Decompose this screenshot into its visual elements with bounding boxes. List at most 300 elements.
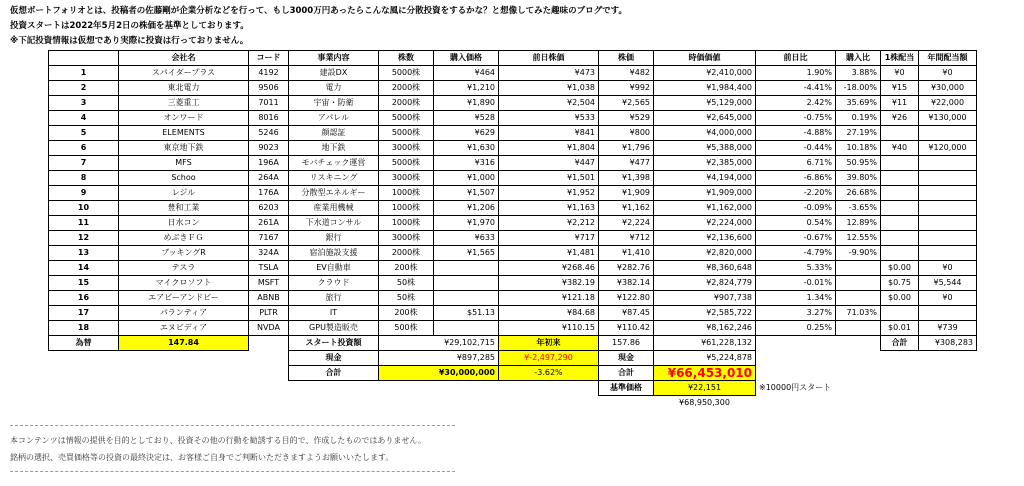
table-cell: 電力 (289, 81, 379, 96)
table-cell: エアビーアンドビー (119, 291, 249, 306)
table-cell: 日水コン (119, 216, 249, 231)
table-cell: 12 (49, 231, 119, 246)
table-cell: ¥533 (499, 111, 599, 126)
table-cell: 0.19% (836, 111, 881, 126)
table-cell: 17 (49, 306, 119, 321)
table-cell: 3.27% (756, 306, 836, 321)
table-cell: 顔認証 (289, 126, 379, 141)
table-cell: 1 (49, 66, 119, 81)
table-cell: ¥1,398 (599, 171, 654, 186)
table-cell: ¥2,410,000 (654, 66, 756, 81)
table-cell: 26.68% (836, 186, 881, 201)
market-total: ¥61,228,132 (654, 336, 756, 351)
table-cell: ¥473 (499, 66, 599, 81)
table-cell: -4.88% (756, 126, 836, 141)
table-cell: 銀行 (289, 231, 379, 246)
table-cell: -0.67% (756, 231, 836, 246)
table-cell: -2.20% (756, 186, 836, 201)
table-cell (919, 306, 977, 321)
cash2-value: ¥5,224,878 (654, 351, 756, 366)
table-cell: ¥739 (919, 321, 977, 336)
table-row (49, 261, 977, 276)
table-cell: ¥0 (919, 66, 977, 81)
table-cell: -6.86% (756, 171, 836, 186)
table-cell: ¥528 (434, 111, 499, 126)
table-cell (836, 276, 881, 291)
table-cell (881, 231, 919, 246)
table-cell: 下水道コンサル (289, 216, 379, 231)
table-cell: エヌビディア (119, 321, 249, 336)
table-cell: $51.13 (434, 306, 499, 321)
table-cell: -4.79% (756, 246, 836, 261)
table-cell: レジル (119, 186, 249, 201)
table-cell (919, 171, 977, 186)
table-cell: $0.75 (881, 276, 919, 291)
table-cell: 7011 (249, 96, 289, 111)
table-cell: ¥1,952 (499, 186, 599, 201)
table-cell: Schoo (119, 171, 249, 186)
table-cell: ¥4,000,000 (654, 126, 756, 141)
table-cell: 旅行 (289, 291, 379, 306)
table-cell: 10.18% (836, 141, 881, 156)
table-cell: 2000株 (379, 246, 434, 261)
table-cell: 196A (249, 156, 289, 171)
portfolio-table (48, 50, 977, 410)
table-cell: ¥1,162 (599, 201, 654, 216)
table-cell: 8016 (249, 111, 289, 126)
table-cell: EV自動車 (289, 261, 379, 276)
table-cell: ¥2,585,722 (654, 306, 756, 321)
table-cell: ¥2,820,000 (654, 246, 756, 261)
table-row (49, 291, 977, 306)
table-cell: ¥1,507 (434, 186, 499, 201)
table-cell: ¥447 (499, 156, 599, 171)
dividend-total-label: 合計 (881, 336, 919, 351)
table-cell: ¥22,000 (919, 96, 977, 111)
table-cell: ブッキングR (119, 246, 249, 261)
table-cell (919, 156, 977, 171)
table-cell: ¥1,481 (499, 246, 599, 261)
table-cell: ¥907,738 (654, 291, 756, 306)
table-cell: 3 (49, 96, 119, 111)
table-row (49, 96, 977, 111)
table-cell: ¥2,504 (499, 96, 599, 111)
table-cell: 9023 (249, 141, 289, 156)
table-cell: ¥529 (599, 111, 654, 126)
table-row (49, 216, 977, 231)
table-cell: 2.42% (756, 96, 836, 111)
base-value: ¥22,151 (654, 381, 756, 396)
table-cell (881, 246, 919, 261)
summary-section (49, 336, 977, 411)
table-cell: ¥5,388,000 (654, 141, 756, 156)
table-cell: ¥4,194,000 (654, 171, 756, 186)
table-cell (836, 321, 881, 336)
table-cell: ¥1,970 (434, 216, 499, 231)
table-cell: 18 (49, 321, 119, 336)
table-cell: 15 (49, 276, 119, 291)
table-cell (881, 186, 919, 201)
table-cell: マイクロソフト (119, 276, 249, 291)
column-header: 時価価値 (654, 51, 756, 66)
base-note: ※10000円スタート (759, 383, 832, 392)
table-cell: ¥121.18 (499, 291, 599, 306)
cash2-label: 現金 (599, 351, 654, 366)
table-cell: 8 (49, 171, 119, 186)
cash-label: 現金 (289, 351, 379, 366)
table-cell: ¥110.15 (499, 321, 599, 336)
table-cell: ¥2,136,600 (654, 231, 756, 246)
table-cell: 324A (249, 246, 289, 261)
table-cell: ¥477 (599, 156, 654, 171)
table-cell: 71.03% (836, 306, 881, 321)
table-cell (919, 201, 977, 216)
table-cell: ¥8,162,246 (654, 321, 756, 336)
table-cell: 5000株 (379, 126, 434, 141)
table-cell: オンワード (119, 111, 249, 126)
table-cell: ¥382.14 (599, 276, 654, 291)
table-cell: ¥0 (919, 261, 977, 276)
start-label: スタート投資額 (289, 336, 379, 351)
table-cell: ¥2,645,000 (654, 111, 756, 126)
table-cell: 39.80% (836, 171, 881, 186)
table-cell: -9.90% (836, 246, 881, 261)
summary-row-3 (49, 366, 977, 381)
table-cell: 27.19% (836, 126, 881, 141)
column-header: 株数 (379, 51, 434, 66)
table-cell: 宇宙・防衛 (289, 96, 379, 111)
table-cell: 50株 (379, 276, 434, 291)
table-row (49, 186, 977, 201)
table-cell: 35.69% (836, 96, 881, 111)
table-cell: $0.00 (881, 261, 919, 276)
table-cell: ELEMENTS (119, 126, 249, 141)
table-cell: 50.95% (836, 156, 881, 171)
table-cell: 宿泊施設支援 (289, 246, 379, 261)
table-cell: ¥1,909 (599, 186, 654, 201)
table-cell: ¥5,129,000 (654, 96, 756, 111)
table-cell: ¥800 (599, 126, 654, 141)
table-cell: ¥120,000 (919, 141, 977, 156)
table-cell: ¥122.80 (599, 291, 654, 306)
total2-value: ¥66,453,010 (654, 366, 756, 381)
table-cell: 1.90% (756, 66, 836, 81)
intro-line-1: 仮想ポートフォリオとは、投稿者の佐藤剛が企業分析などを行って、もし3000万円あったらこんな風に分散投資をするかな？と想像してみた趣味のブログです。 (10, 6, 627, 16)
table-cell: ¥1,630 (434, 141, 499, 156)
divider-top (10, 425, 455, 426)
table-cell: 9506 (249, 81, 289, 96)
table-cell: -0.75% (756, 111, 836, 126)
table-cell: ¥5,544 (919, 276, 977, 291)
ytd-percent: -3.62% (499, 366, 599, 381)
table-cell: ¥15 (881, 81, 919, 96)
table-cell (881, 126, 919, 141)
table-cell: 1000株 (379, 201, 434, 216)
table-cell: $0.00 (881, 291, 919, 306)
table-body (49, 66, 977, 336)
table-cell: ¥110.42 (599, 321, 654, 336)
divider-bottom (10, 471, 455, 472)
table-cell: ¥1,890 (434, 96, 499, 111)
table-cell: -0.01% (756, 276, 836, 291)
table-cell: 7167 (249, 231, 289, 246)
table-cell (836, 261, 881, 276)
table-cell: ¥717 (499, 231, 599, 246)
table-cell: ¥464 (434, 66, 499, 81)
table-row (49, 81, 977, 96)
table-cell (919, 231, 977, 246)
table-cell: 3.88% (836, 66, 881, 81)
table-cell: ¥1,501 (499, 171, 599, 186)
base-label: 基準価格 (599, 381, 654, 396)
table-cell: 5246 (249, 126, 289, 141)
table-cell: MFS (119, 156, 249, 171)
table-row (49, 171, 977, 186)
table-cell: 261A (249, 216, 289, 231)
table-cell: ¥633 (434, 231, 499, 246)
table-cell: ¥11 (881, 96, 919, 111)
summary-row-4 (49, 381, 977, 396)
ytd-value: ¥-2,497,290 (499, 351, 599, 366)
table-cell: ¥30,000 (919, 81, 977, 96)
table-row (49, 156, 977, 171)
table-cell: モバチェック運営 (289, 156, 379, 171)
table-cell: 5000株 (379, 66, 434, 81)
table-cell: GPU製造販売 (289, 321, 379, 336)
dividend-total-value: ¥308,283 (919, 336, 977, 351)
table-cell: 9 (49, 186, 119, 201)
table-cell: 三菱重工 (119, 96, 249, 111)
table-cell: ¥2,565 (599, 96, 654, 111)
table-cell: 東北電力 (119, 81, 249, 96)
table-cell: 6 (49, 141, 119, 156)
intro-line-2: 投資スタートは2022年5月2日の株価を基準としております。 (10, 21, 249, 31)
table-cell: 1.34% (756, 291, 836, 306)
disclaimer-line-2: 銘柄の選択、売買価格等の投資の最終決定は、お客様ご自身でご判断いただきますようお願いいたします。 (10, 453, 394, 462)
table-cell: 5.33% (756, 261, 836, 276)
column-header: 1株配当 (881, 51, 919, 66)
table-row (49, 111, 977, 126)
table-cell: ¥84.68 (499, 306, 599, 321)
table-cell: ¥2,224,000 (654, 216, 756, 231)
table-cell: ¥2,224 (599, 216, 654, 231)
table-cell: 5000株 (379, 111, 434, 126)
table-cell: ¥2,385,000 (654, 156, 756, 171)
table-cell: ¥1,984,400 (654, 81, 756, 96)
table-cell: MSFT (249, 276, 289, 291)
table-cell: 3000株 (379, 231, 434, 246)
table-cell: ¥1,796 (599, 141, 654, 156)
table-cell: ¥2,824,779 (654, 276, 756, 291)
table-cell (836, 291, 881, 306)
table-cell: めぶきＦＧ (119, 231, 249, 246)
table-cell: 12.55% (836, 231, 881, 246)
table-cell (919, 126, 977, 141)
table-cell: 500株 (379, 321, 434, 336)
table-row (49, 231, 977, 246)
table-row (49, 126, 977, 141)
table-cell: -18.00% (836, 81, 881, 96)
table-cell: 2000株 (379, 81, 434, 96)
table-cell: ¥712 (599, 231, 654, 246)
fx-value: 147.84 (119, 336, 249, 351)
table-cell: $0.01 (881, 321, 919, 336)
table-cell: ¥1,210 (434, 81, 499, 96)
table-cell: ¥1,162,000 (654, 201, 756, 216)
table-row (49, 246, 977, 261)
table-row (49, 201, 977, 216)
column-header: コード (249, 51, 289, 66)
table-cell: ABNB (249, 291, 289, 306)
table-cell: 3000株 (379, 141, 434, 156)
table-cell: PLTR (249, 306, 289, 321)
table-cell: ¥1,909,000 (654, 186, 756, 201)
table-cell: ¥992 (599, 81, 654, 96)
table-cell: 7 (49, 156, 119, 171)
table-cell: ¥1,565 (434, 246, 499, 261)
intro-line-3: ※下記投資情報は仮想であり実際に投資は行っておりません。 (10, 36, 249, 46)
rate-2: 157.86 (599, 336, 654, 351)
table-cell: 16 (49, 291, 119, 306)
table-cell (881, 306, 919, 321)
table-cell: 200株 (379, 306, 434, 321)
table-cell: ¥282.76 (599, 261, 654, 276)
table-cell (434, 261, 499, 276)
table-cell: 6203 (249, 201, 289, 216)
table-cell (434, 276, 499, 291)
fx-label: 為替 (49, 336, 119, 351)
column-header: 年間配当額 (919, 51, 977, 66)
summary-row-2 (49, 351, 977, 366)
table-cell: 200株 (379, 261, 434, 276)
table-cell: 0.25% (756, 321, 836, 336)
column-header: 会社名 (119, 51, 249, 66)
cash-value: ¥897,285 (379, 351, 499, 366)
column-header: 株価 (599, 51, 654, 66)
column-header: 事業内容 (289, 51, 379, 66)
table-cell: ¥40 (881, 141, 919, 156)
table-cell: 5000株 (379, 156, 434, 171)
table-cell: スパイダープラス (119, 66, 249, 81)
table-cell: 1000株 (379, 216, 434, 231)
table-cell: パランティア (119, 306, 249, 321)
table-cell: 分散型エネルギー (289, 186, 379, 201)
table-cell: 4192 (249, 66, 289, 81)
table-cell: アパレル (289, 111, 379, 126)
table-cell: ¥0 (919, 291, 977, 306)
table-cell: ¥1,206 (434, 201, 499, 216)
table-cell: 4 (49, 111, 119, 126)
table-cell: 豊和工業 (119, 201, 249, 216)
table-cell: ¥1,038 (499, 81, 599, 96)
table-row (49, 306, 977, 321)
table-cell: -4.41% (756, 81, 836, 96)
table-cell: -0.09% (756, 201, 836, 216)
table-cell: 3000株 (379, 171, 434, 186)
table-row (49, 321, 977, 336)
table-cell: ¥1,163 (499, 201, 599, 216)
table-cell: IT (289, 306, 379, 321)
table-cell: ¥2,212 (499, 216, 599, 231)
table-cell: 5 (49, 126, 119, 141)
table-cell: ¥87.45 (599, 306, 654, 321)
table-cell: 12.89% (836, 216, 881, 231)
intro-text (10, 4, 627, 49)
table-cell: ¥482 (599, 66, 654, 81)
column-header: 前日比 (756, 51, 836, 66)
table-cell: 2000株 (379, 96, 434, 111)
table-cell: ¥0 (881, 66, 919, 81)
table-cell: ¥1,410 (599, 246, 654, 261)
table-cell: ¥1,804 (499, 141, 599, 156)
table-cell: ¥130,000 (919, 111, 977, 126)
start-value: ¥29,102,715 (379, 336, 499, 351)
table-cell: ¥316 (434, 156, 499, 171)
table-cell: -3.65% (836, 201, 881, 216)
summary-row-5 (49, 396, 977, 411)
table-cell: 産業用機械 (289, 201, 379, 216)
column-header: 購入比 (836, 51, 881, 66)
table-cell: 176A (249, 186, 289, 201)
table-cell: クラウド (289, 276, 379, 291)
table-cell (434, 291, 499, 306)
table-cell: 50株 (379, 291, 434, 306)
table-cell (919, 246, 977, 261)
table-cell: 0.54% (756, 216, 836, 231)
table-cell: 地下鉄 (289, 141, 379, 156)
table-row (49, 141, 977, 156)
table-cell (919, 216, 977, 231)
table-cell: リスキニング (289, 171, 379, 186)
table-cell: 10 (49, 201, 119, 216)
table-cell: 13 (49, 246, 119, 261)
column-header (49, 51, 119, 66)
table-cell: ¥1,000 (434, 171, 499, 186)
table-cell (881, 171, 919, 186)
table-row (49, 276, 977, 291)
table-cell (881, 216, 919, 231)
table-cell: ¥268.46 (499, 261, 599, 276)
bottom-value: ¥68,950,300 (679, 398, 730, 407)
table-row (49, 66, 977, 81)
table-cell: テスラ (119, 261, 249, 276)
table-cell: 1000株 (379, 186, 434, 201)
table-cell: 264A (249, 171, 289, 186)
total2-label: 合計 (599, 366, 654, 381)
table-cell: NVDA (249, 321, 289, 336)
ytd-label: 年初来 (499, 336, 599, 351)
table-cell: 14 (49, 261, 119, 276)
table-cell (881, 156, 919, 171)
table-header-row (49, 51, 977, 66)
column-header: 購入価格 (434, 51, 499, 66)
total-value: ¥30,000,000 (379, 366, 499, 381)
summary-row-1 (49, 336, 977, 351)
table-cell: ¥841 (499, 126, 599, 141)
table-cell: 2 (49, 81, 119, 96)
table-cell: ¥382.19 (499, 276, 599, 291)
table-cell: ¥629 (434, 126, 499, 141)
table-cell: 東京地下鉄 (119, 141, 249, 156)
table-cell: 建設DX (289, 66, 379, 81)
table-cell (919, 186, 977, 201)
column-header: 前日株価 (499, 51, 599, 66)
table-cell (881, 201, 919, 216)
table-cell: ¥26 (881, 111, 919, 126)
table-cell: 11 (49, 216, 119, 231)
table-cell: 6.71% (756, 156, 836, 171)
table-cell: TSLA (249, 261, 289, 276)
